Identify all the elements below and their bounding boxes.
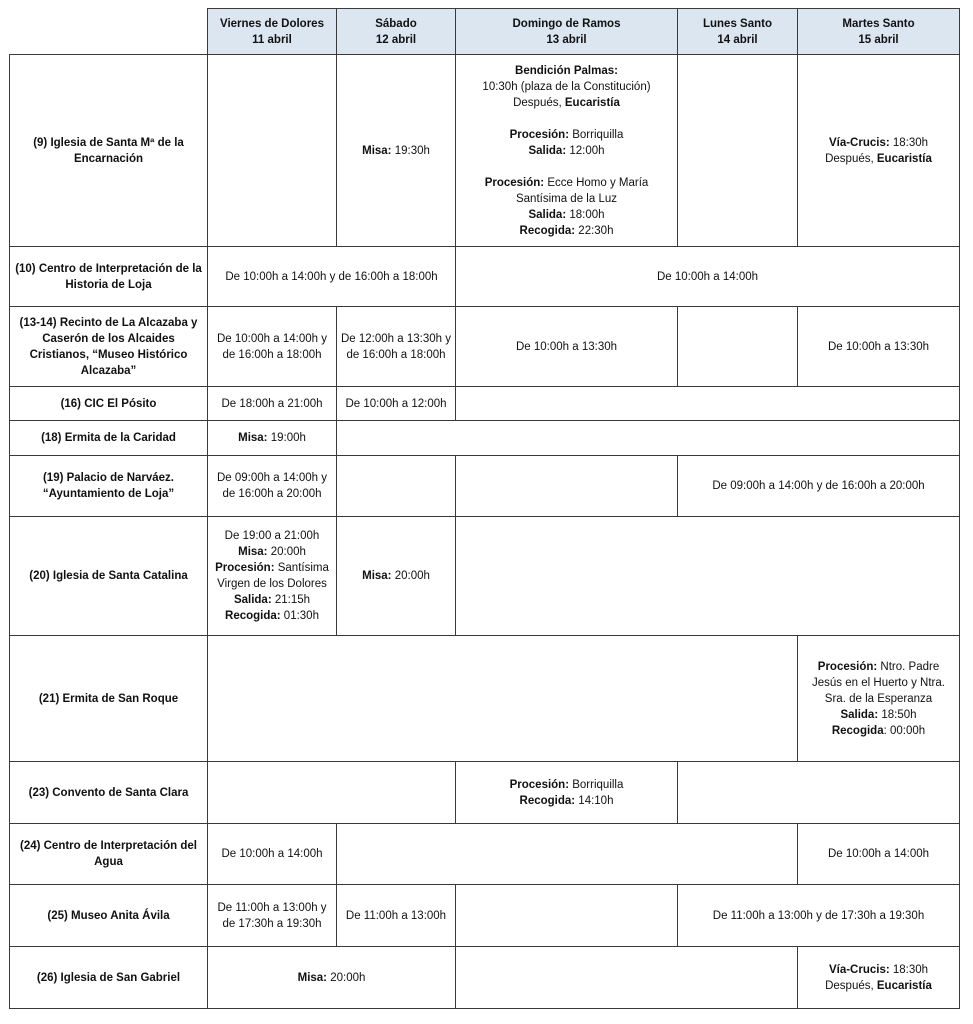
cell-viernes: De 11:00h a 13:00h y de 17:30h a 19:30h	[208, 885, 337, 947]
event-label: Vía-Crucis:	[828, 963, 890, 976]
event-time: 01:30h	[280, 610, 319, 622]
event-label: Procesión:	[509, 778, 570, 791]
event-time: 22:30h	[575, 224, 614, 237]
event-detail: Ecce Homo y María Santísima de la Luz	[515, 176, 649, 205]
event-detail: Santísima Virgen de los Dolores	[217, 562, 329, 590]
table-row	[10, 636, 960, 762]
event-label: Eucaristía	[564, 96, 620, 109]
cell-domingo	[456, 885, 678, 947]
cell-viernes	[208, 55, 337, 247]
cell-lunes-martes	[678, 762, 960, 824]
table-row	[10, 387, 960, 421]
event-time: 21:15h	[271, 594, 311, 606]
header-day-lunes	[678, 9, 798, 55]
day-date: 14 abril	[717, 33, 758, 46]
cell-viernes: De 10:00h a 14:00h y de 16:00h a 18:00h	[208, 307, 337, 387]
event-label: Recogida:	[225, 610, 281, 622]
table-row	[10, 947, 960, 1009]
event-time: 12:00h	[566, 144, 605, 157]
event-detail: Ntro. Padre Jesús en el Huerto y Ntra. Sra. de la Esperanza	[812, 660, 945, 705]
event-label: Recogida:	[519, 224, 576, 237]
event-time: 18:00h	[566, 208, 605, 221]
header-day-viernes	[208, 9, 337, 55]
event-label: Misa:	[362, 144, 392, 157]
day-name: Sábado	[375, 17, 417, 30]
location-cell: (10) Centro de Interpretación de la Historia de Loja	[10, 247, 208, 307]
location-cell: (19) Palacio de Narváez. “Ayuntamiento de Loja”	[10, 456, 208, 517]
location-cell: (23) Convento de Santa Clara	[10, 762, 208, 824]
cell-sabado	[337, 517, 456, 636]
event-label: Misa:	[362, 570, 392, 582]
cell-sabado: De 11:00h a 13:00h	[337, 885, 456, 947]
location-cell: (24) Centro de Interpretación del Agua	[10, 824, 208, 885]
event-time: 20:00h	[267, 546, 306, 558]
location-cell: (13-14) Recinto de La Alcazaba y Caserón de los Alcaides Cristianos, “Museo Histórico Alcazaba”	[10, 307, 208, 387]
event-detail: Borriquilla	[569, 128, 624, 141]
event-label: Procesión:	[484, 176, 545, 189]
event-time: 18:50h	[878, 708, 917, 721]
table-row	[10, 307, 960, 387]
location-cell: (9) Iglesia de Santa Mª de la Encarnación	[10, 55, 208, 247]
cell-viernes: De 10:00h a 14:00h	[208, 824, 337, 885]
cell-domingo	[456, 55, 678, 247]
event-time: : 00:00h	[883, 724, 926, 737]
event-label: Salida:	[840, 708, 879, 721]
event-text: Después,	[825, 979, 877, 992]
location-cell: (21) Ermita de San Roque	[10, 636, 208, 762]
day-name: Domingo de Ramos	[512, 17, 621, 30]
event-label: Procesión:	[509, 128, 570, 141]
table-row	[10, 247, 960, 307]
event-time: 19:00h	[267, 432, 306, 444]
table-row	[10, 421, 960, 456]
event-time: 20:00h	[391, 570, 430, 582]
cell-domingo: De 10:00h a 13:30h	[456, 307, 678, 387]
cell-viernes-sabado: De 10:00h a 14:00h y de 16:00h a 18:00h	[208, 247, 456, 307]
event-detail: Borriquilla	[569, 778, 624, 791]
header-day-sabado	[337, 9, 456, 55]
cell-martes: De 10:00h a 13:30h	[798, 307, 960, 387]
schedule-table	[9, 8, 960, 1009]
day-date: 11 abril	[252, 33, 292, 46]
location-cell: (20) Iglesia de Santa Catalina	[10, 517, 208, 636]
cell-lunes	[678, 55, 798, 247]
event-time: 19:30h	[391, 144, 430, 157]
table-row	[10, 517, 960, 636]
day-name: Martes Santo	[842, 17, 915, 30]
table-row	[10, 762, 960, 824]
cell-martes	[798, 947, 960, 1009]
day-name: Viernes de Dolores	[220, 17, 324, 30]
cell-sabado: De 12:00h a 13:30h y de 16:00h a 18:00h	[337, 307, 456, 387]
day-date: 15 abril	[858, 33, 899, 46]
event-label: Salida:	[233, 594, 272, 606]
cell-domingo	[456, 456, 678, 517]
day-name: Lunes Santo	[702, 17, 772, 30]
event-time: 18:30h	[889, 136, 929, 149]
event-label: Recogida:	[519, 794, 576, 807]
event-label: Misa:	[238, 432, 268, 444]
cell-domingo	[456, 762, 678, 824]
event-label: Misa:	[238, 546, 268, 558]
location-cell: (25) Museo Anita Ávila	[10, 885, 208, 947]
event-label: Salida:	[528, 144, 567, 157]
table-row	[10, 55, 960, 247]
table-row	[10, 885, 960, 947]
event-detail: 10:30h (plaza de la Constitución)	[482, 80, 651, 93]
event-label: Recogida	[831, 724, 884, 737]
header-day-martes	[798, 9, 960, 55]
cell-domingo-martes	[456, 517, 960, 636]
cell-lunes	[678, 307, 798, 387]
event-label: Misa:	[297, 971, 328, 984]
event-time: De 19:00 a 21:00h	[224, 530, 320, 542]
event-text: Después,	[513, 96, 565, 109]
day-date: 12 abril	[375, 33, 417, 46]
event-label: Bendición Palmas:	[515, 64, 618, 77]
cell-viernes-sabado	[208, 762, 456, 824]
cell-martes	[798, 55, 960, 247]
cell-domingo-martes: De 10:00h a 14:00h	[456, 247, 960, 307]
location-cell: (26) Iglesia de San Gabriel	[10, 947, 208, 1009]
cell-viernes-lunes	[208, 636, 798, 762]
cell-lunes-martes: De 11:00h a 13:00h y de 17:30h a 19:30h	[678, 885, 960, 947]
header-row	[10, 9, 960, 55]
cell-sabado-lunes	[337, 824, 798, 885]
cell-sabado	[337, 55, 456, 247]
event-text: Después,	[825, 152, 877, 165]
cell-viernes	[208, 421, 337, 456]
event-time: 18:30h	[889, 963, 929, 976]
event-label: Salida:	[528, 208, 567, 221]
event-time: 20:00h	[327, 971, 366, 984]
location-cell: (16) CIC El Pósito	[10, 387, 208, 421]
event-label: Vía-Crucis:	[828, 136, 890, 149]
cell-sabado-martes	[337, 421, 960, 456]
cell-viernes: De 18:00h a 21:00h	[208, 387, 337, 421]
day-date: 13 abril	[546, 33, 587, 46]
event-label: Eucaristía	[876, 979, 932, 992]
table-row	[10, 456, 960, 517]
event-label: Eucaristía	[876, 152, 932, 165]
cell-martes: De 10:00h a 14:00h	[798, 824, 960, 885]
cell-sabado	[337, 456, 456, 517]
event-label: Procesión:	[215, 562, 275, 574]
header-day-domingo	[456, 9, 678, 55]
event-time: 14:10h	[575, 794, 614, 807]
cell-viernes	[208, 517, 337, 636]
cell-viernes: De 09:00h a 14:00h y de 16:00h a 20:00h	[208, 456, 337, 517]
cell-domingo-lunes	[456, 947, 798, 1009]
header-corner	[10, 9, 208, 55]
cell-martes	[798, 636, 960, 762]
cell-sabado: De 10:00h a 12:00h	[337, 387, 456, 421]
cell-viernes-sabado	[208, 947, 456, 1009]
table-row	[10, 824, 960, 885]
event-label: Procesión:	[817, 660, 878, 673]
location-cell: (18) Ermita de la Caridad	[10, 421, 208, 456]
cell-lunes-martes: De 09:00h a 14:00h y de 16:00h a 20:00h	[678, 456, 960, 517]
cell-domingo-martes	[456, 387, 960, 421]
